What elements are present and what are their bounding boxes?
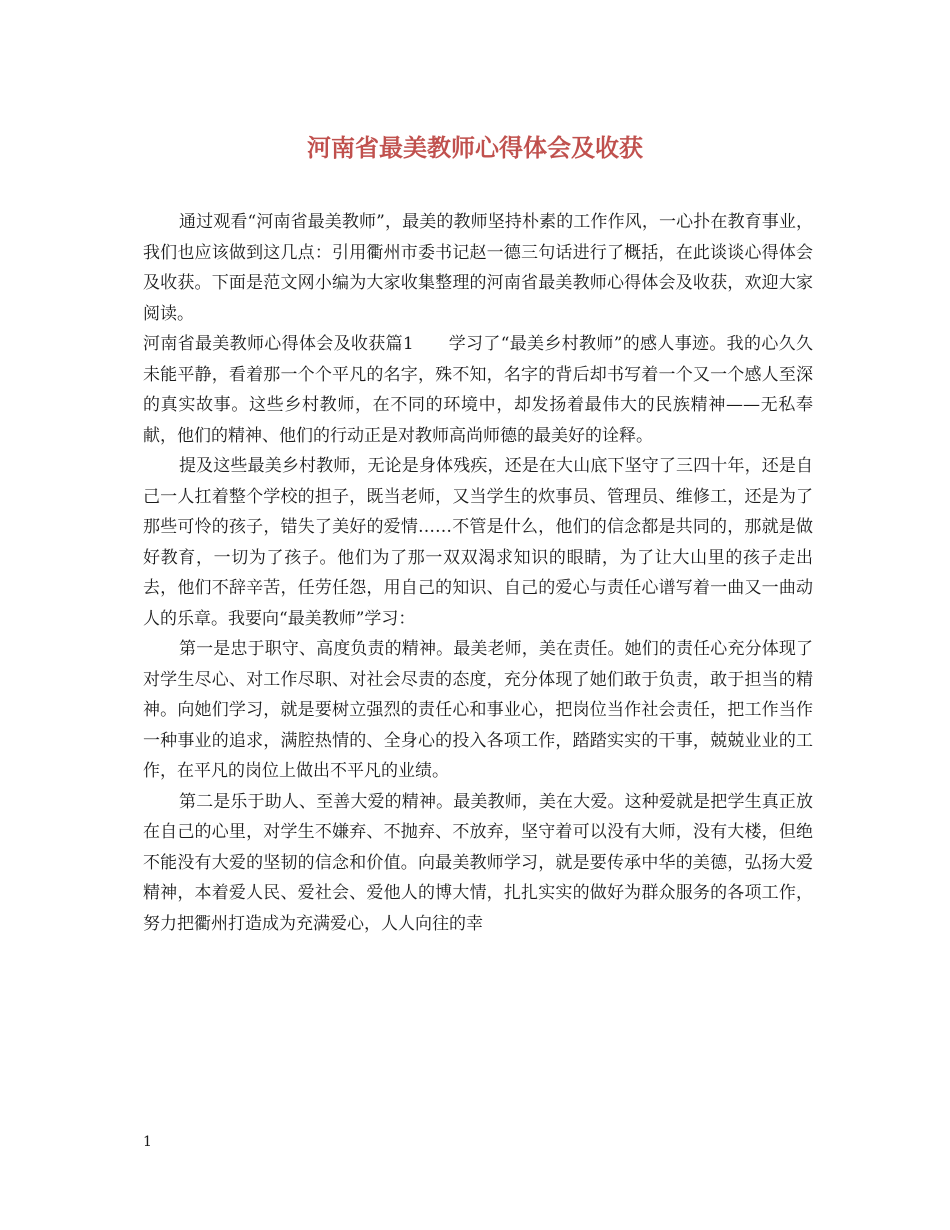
paragraph-section-1-start: 河南省最美教师心得体会及收获篇1 学习了“最美乡村教师”的感人事迹。我的心久久未能平静，看着那一个个平凡的名字，殊不知，名字的背后却书写着一个又一个感人至深的真实故事。这些乡村教师，在不同的环境中，却发扬着最伟大的民族精神——无私奉献，他们的精神、他们的行动正是对教师高尚师德的最美好的诠释。 xyxy=(143,334,813,446)
document-body xyxy=(143,207,813,939)
paragraph-intro: 通过观看“河南省最美教师”，最美的教师坚持朴素的工作作风，一心扑在教育事业，我们也应该做到这几点：引用衢州市委书记赵一德三句话进行了概括，在此谈谈心得体会及收获。下面是范文网小编为大家收集整理的河南省最美教师心得体会及收获，欢迎大家阅读。 xyxy=(143,212,813,324)
paragraph-point-two: 第二是乐于助人、至善大爱的精神。最美教师，美在大爱。这种爱就是把学生真正放在自己的心里，对学生不嫌弃、不抛弃、不放弃，坚守着可以没有大师，没有大楼，但绝不能没有大爱的坚韧的信念和价值。向最美教师学习，就是要传承中华的美德，弘扬大爱精神，本着爱人民、爱社会、爱他人的博大情，扎扎实实的做好为群众服务的各项工作，努力把衢州打造成为充满爱心，人人向往的幸 xyxy=(143,791,813,934)
paragraph-point-one: 第一是忠于职守、高度负责的精神。最美老师，美在责任。她们的责任心充分体现了对学生尽心、对工作尽职、对社会尽责的态度，充分体现了她们敢于负责，敢于担当的精神。向她们学习，就是要树立强烈的责任心和事业心，把岗位当作社会责任，把工作当作一种事业的追求，满腔热情的、全身心的投入各项工作，踏踏实实的干事，兢兢业业的工作，在平凡的岗位上做出不平凡的业绩。 xyxy=(143,639,813,781)
document-title: 河南省最美教师心得体会及收获 xyxy=(307,134,643,162)
paragraph-rural-teachers: 提及这些最美乡村教师，无论是身体残疾，还是在大山底下坚守了三四十年，还是自己一人扛着整个学校的担子，既当老师，又当学生的炊事员、管理员、维修工，还是为了那些可怜的孩子，错失了美好的爱情……不管是什么，他们的信念都是共同的，那就是做好教育，一切为了孩子。他们为了那一双双渴求知识的眼睛，为了让大山里的孩子走出去，他们不辞辛苦，任劳任怨，用自己的知识、自己的爱心与责任心谱写着一曲又一曲动人的乐章。我要向“最美教师”学习： xyxy=(143,456,813,629)
page-number: 1 xyxy=(143,1134,152,1150)
